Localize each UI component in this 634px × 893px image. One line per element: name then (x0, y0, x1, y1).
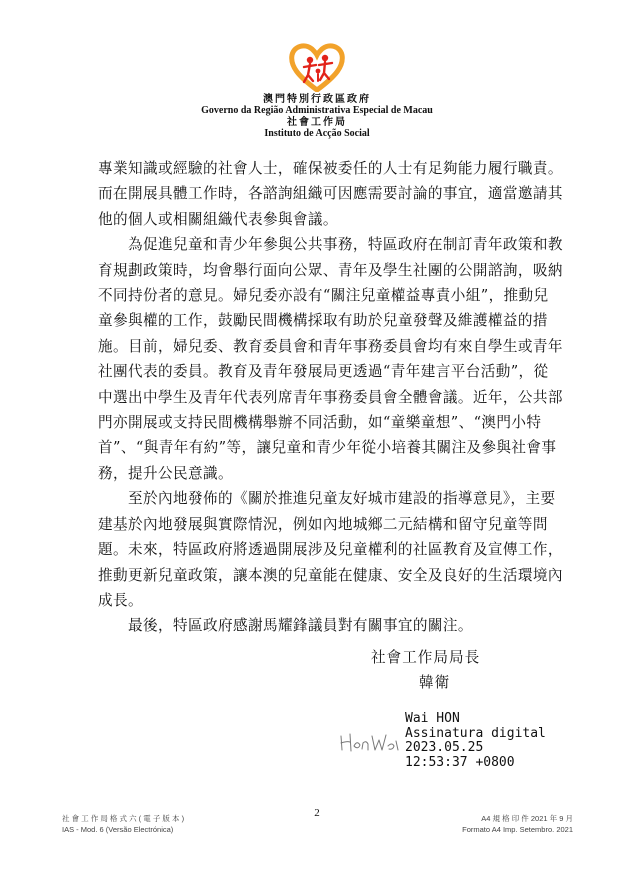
letter-body (98, 156, 563, 639)
page-number: 2 (314, 807, 320, 819)
institute-name-zh: 社會工作局 (287, 117, 347, 128)
paragraph-2: 為促進兒童和青少年參與公共事務，特區政府在制訂青年政策和教育規劃政策時，均會舉行面向公眾、青年及學生社團的公開諮詢，吸納不同持份者的意見。婦兒委亦設有“關注兒童權益專責小組”，推動兒童參與權的工作，鼓勵民間機構採取有助於兒童發聲及維護權益的措施。目前，婦兒委、教育委員會和青年事務委員會均有來自學生或青年社團代表的委員。教育及青年發展局更透過“青年建言平台活動”，從中選出中學生及青年代表列席青年事務委員會全體會議。近年，公共部門亦開展或支持民間機構舉辦不同活動，如“童樂童想”、“澳門小特首”、“與青年有約”等，讓兒童和青少年從小培養其關注及參與社會事務，提升公民意識。 (98, 236, 563, 482)
signature-block (371, 645, 511, 695)
footer-print-format-pt: Formato A4 Imp. Setembro. 2021 (462, 825, 573, 834)
digital-signature-stamp (405, 712, 546, 770)
footer-form-code (62, 813, 184, 835)
footer-form-code-pt: IAS - Mod. 6 (Versão Electrónica) (62, 825, 174, 834)
signatory-title: 社會工作局局長 (371, 649, 481, 666)
government-name-pt: Governo da Região Administrativa Especial de Macau (201, 105, 433, 116)
paragraph-4: 最後，特區政府感謝馬耀鋒議員對有關事宜的關注。 (128, 617, 473, 635)
footer-print-format-zh: A4 規 格 印 件 2021 年 9 月 (481, 814, 573, 823)
digital-signature-date: 2023.05.25 (405, 740, 484, 756)
institute-name-pt: Instituto de Acção Social (264, 128, 370, 139)
digital-signature-label: Assinatura digital (405, 725, 546, 741)
footer-print-format (462, 813, 573, 835)
digital-signature-time: 12:53:37 +0800 (405, 754, 515, 770)
government-name-zh: 澳門特別行政區政府 (263, 94, 371, 105)
handwritten-signature-icon (338, 728, 404, 756)
signatory-name: 韓衛 (419, 674, 451, 691)
paragraph-3: 至於內地發佈的《關於推進兒童友好城市建設的指導意見》，主要建基於內地發展與實際情況，例如內地城鄉二元結構和留守兒童等問題。未來，特區政府將透過開展涉及兒童權利的社區教育及宣傳工作，推動更新兒童政策，讓本澳的兒童能在健康、安全及良好的生活環境內成長。 (98, 490, 563, 609)
ias-logo-icon (288, 42, 346, 92)
paragraph-1: 專業知識或經驗的社會人士，確保被委任的人士有足夠能力履行職責。而在開展具體工作時，各諮詢組織可因應需要討論的事宜，適當邀請其他的個人或相關組織代表參與會議。 (98, 160, 563, 228)
digital-signature-signer: Wai HON (405, 711, 460, 726)
footer-form-code-zh: 社 會 工 作 局 格 式 六 ( 電 子 版 本 ) (62, 814, 185, 823)
